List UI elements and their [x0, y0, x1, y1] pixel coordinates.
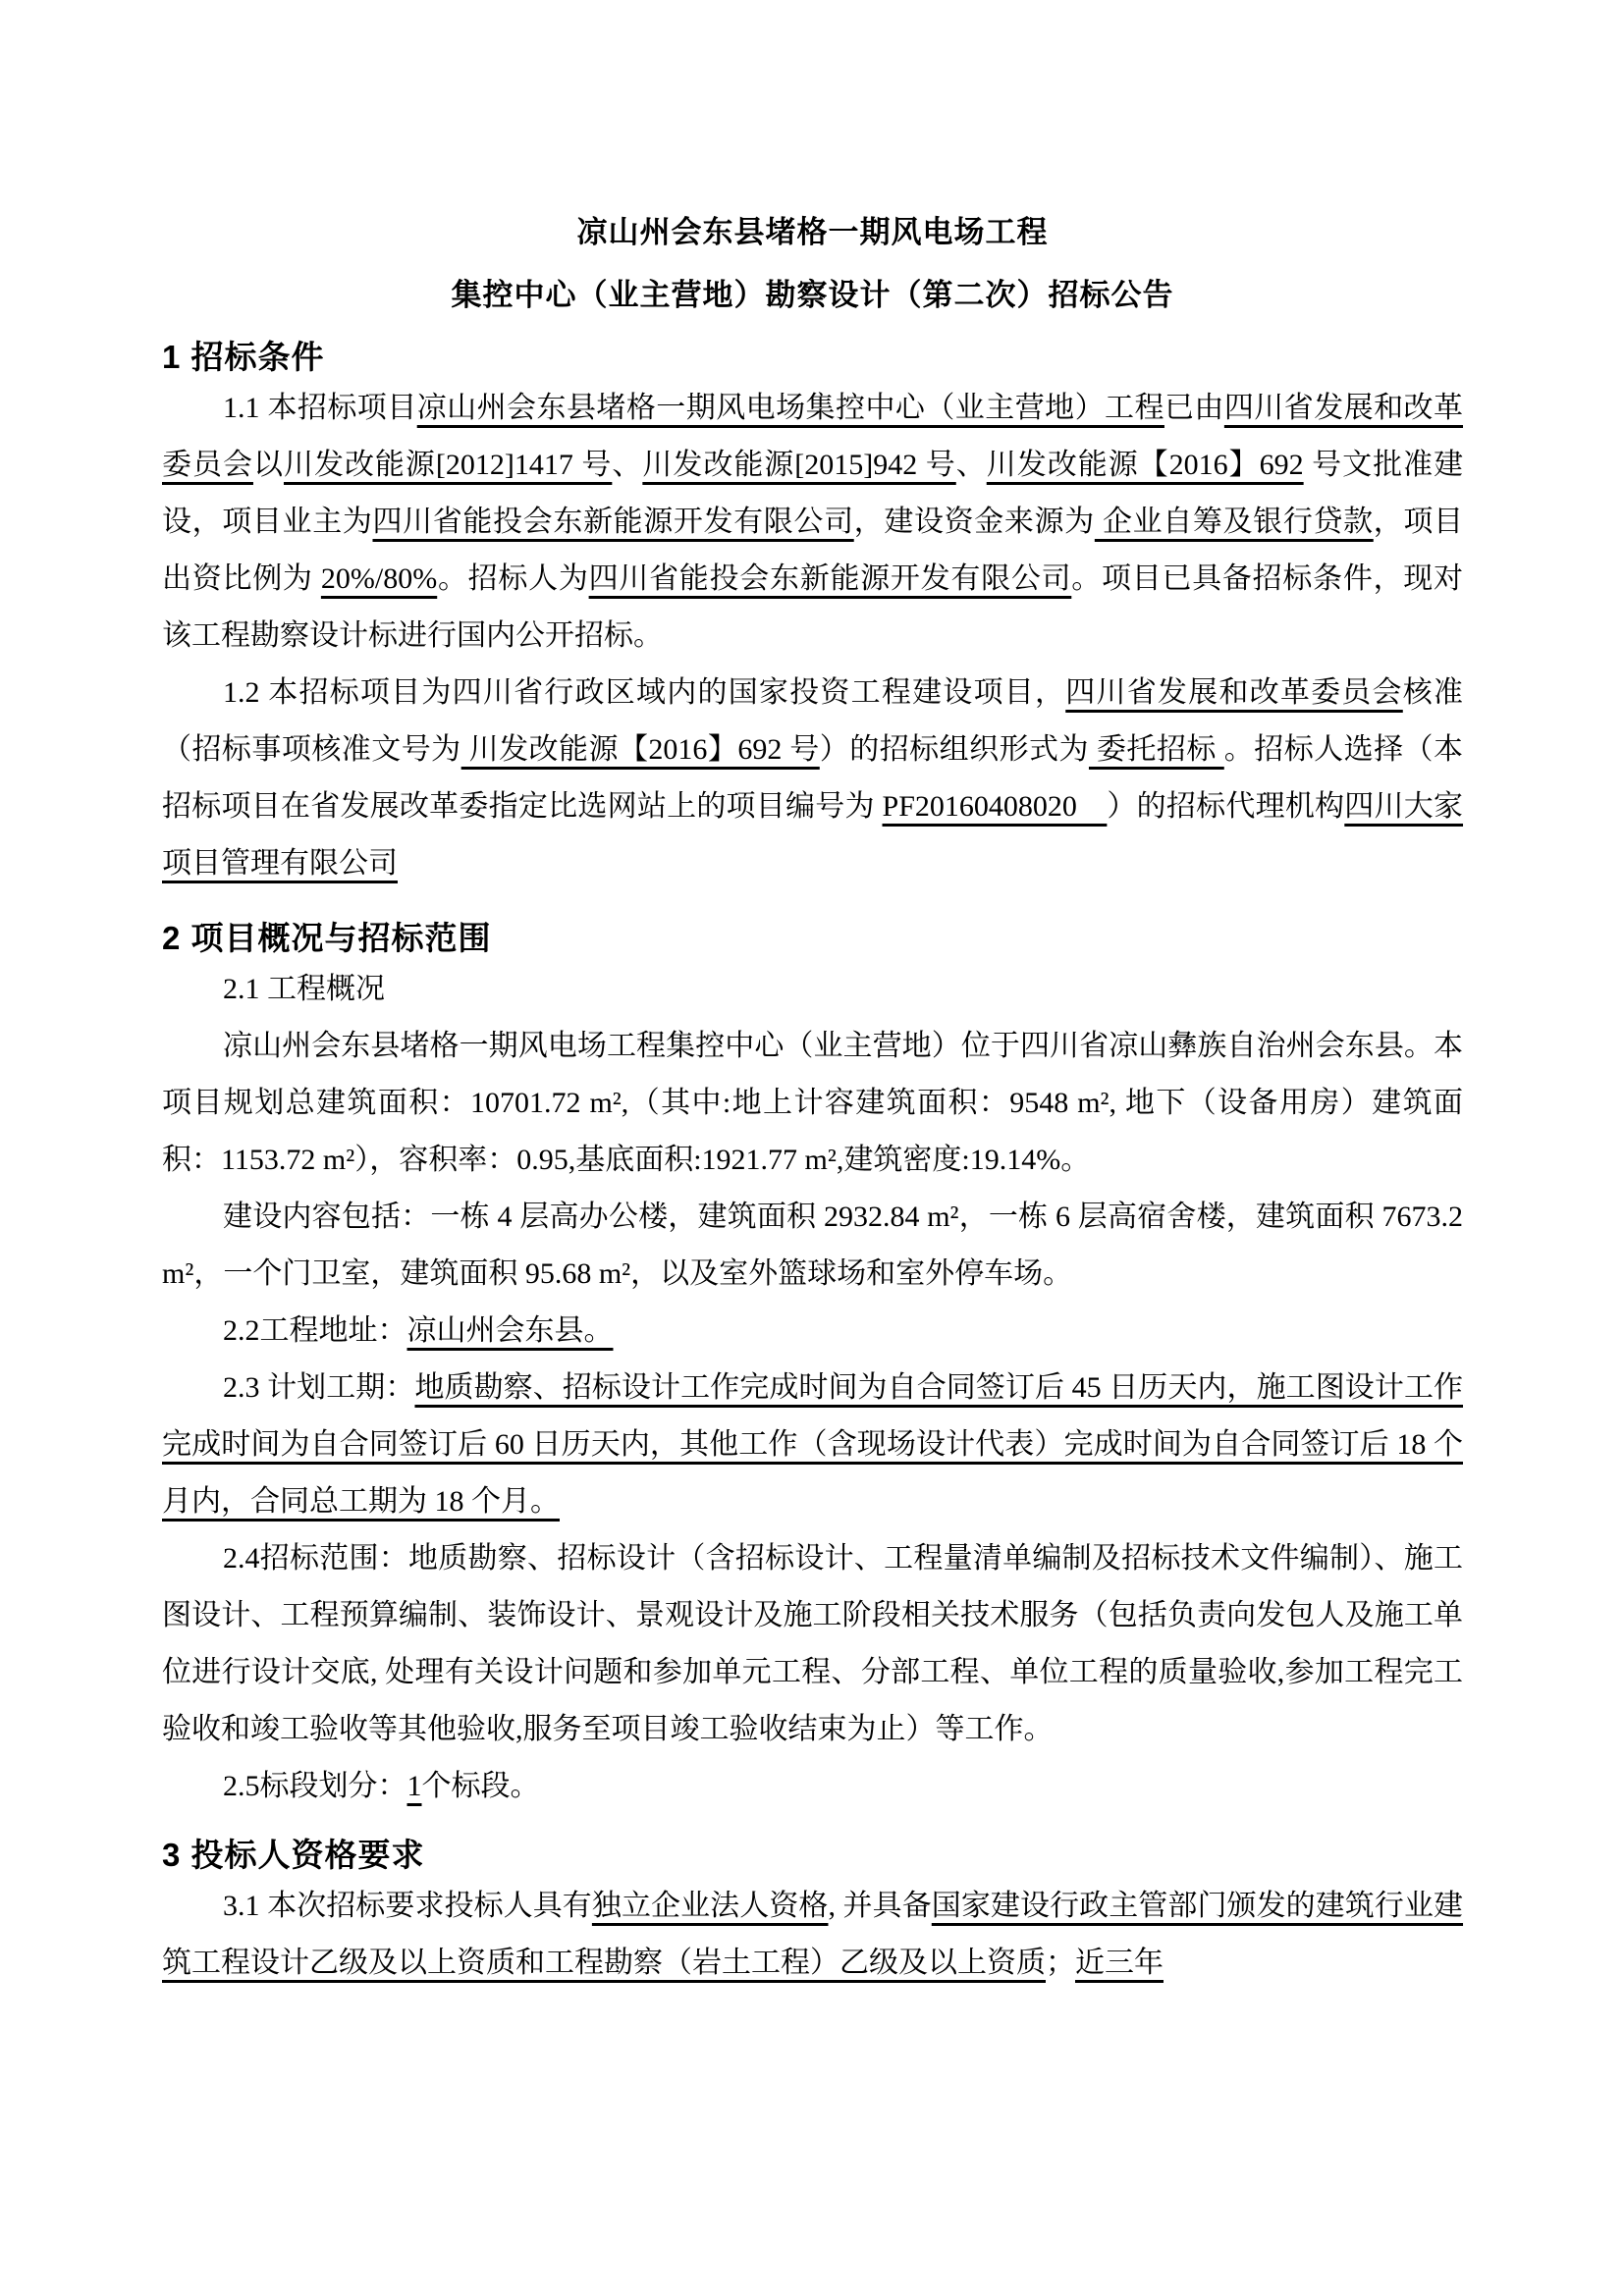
underlined-text-run: 四川省能投会东新能源开发有限公司 — [588, 562, 1072, 595]
paragraph-2-3-schedule — [162, 1360, 1463, 1530]
text-run: 。招标人为 — [437, 562, 589, 595]
text-run: 2.1 工程概况 — [223, 973, 385, 1005]
paragraph-2-1-overview-a — [162, 1018, 1463, 1189]
paragraph-2-5-lots — [162, 1758, 1463, 1815]
subsection-2-1-heading — [162, 961, 1463, 1018]
underlined-text-run: 川发改能源【2016】692 — [986, 449, 1304, 481]
underlined-text-run: 川发改能源[2015]942 号 — [642, 449, 956, 481]
underlined-text-run: 1 — [406, 1770, 422, 1802]
text-run: ）的招标组织形式为 — [819, 733, 1089, 766]
paragraph-1-1 — [162, 380, 1463, 665]
text-run: 、 — [955, 449, 987, 481]
underlined-text-run: 独立企业法人资格 — [591, 1890, 829, 1922]
underlined-text-run: 20%/80% — [320, 562, 438, 595]
text-run: 3.1 本次招标要求投标人具有 — [223, 1890, 592, 1922]
text-run: ）的招标代理机构 — [1107, 790, 1345, 823]
text-run: 2.4招标范围：地质勘察、招标设计（含招标设计、工程量清单编制及招标技术文件编制）、施工图设计、工程预算编制、装饰设计、景观设计及施工阶段相关技术服务（包括负责向发包人及施工单位进行设计交底, 处理有关设计问题和参加单元工程、分部工程、单位工程的质量验收,参加工程完工验收和竣工验收等其他验收,服务至项目竣工验收结束为止）等工作。 — [162, 1542, 1463, 1745]
paragraph-3-1-qualification — [162, 1878, 1463, 1992]
underlined-text-run: 川发改能源【2016】692 号 — [460, 733, 820, 766]
underlined-text-run: 四川省发展和改革委员会 — [1065, 676, 1403, 709]
text-run: ； — [1046, 1947, 1075, 1979]
document-title-line-2: 集控中心（业主营地）勘察设计（第二次）招标公告 — [451, 278, 1174, 312]
section-1-heading: 1 招标条件 — [162, 339, 325, 375]
text-run: 。项目已具备招标条件，现对该工程勘察设计标进行国内公开招标。 — [162, 562, 1464, 652]
underlined-text-run: 凉山州会东县堵格一期风电场集控中心（业主营地）工程 — [416, 392, 1164, 424]
underlined-text-run: PF20160408020 — [882, 790, 1108, 823]
text-run: 个标段。 — [421, 1770, 540, 1802]
text-run: 核准（招标事项核准文号为 — [162, 676, 1464, 766]
underlined-text-run: 委托招标 — [1088, 733, 1224, 766]
text-run: 1.2 本招标项目为四川省行政区域内的国家投资工程建设项目， — [223, 676, 1066, 709]
text-run: ，建设资金来源为 — [853, 506, 1095, 538]
underlined-text-run: 国家建设行政主管部门颁发的建筑行业建筑工程设计乙级及以上资质和工程勘察（岩土工程）乙级及以上资质 — [162, 1890, 1464, 1979]
underlined-text-run: 四川省发展和改革委员会 — [162, 392, 1464, 481]
text-run: 、 — [612, 449, 643, 481]
text-run: 2.2工程地址： — [223, 1314, 407, 1347]
text-run: 建设内容包括：一栋 4 层高办公楼，建筑面积 2932.84 m²，一栋 6 层高宿舍楼，建筑面积 7673.2 m²，一个门卫室，建筑面积 95.68 m²，以及室外篮球场和室外停车场。 — [162, 1201, 1463, 1290]
text-run: 号文批准建设，项目业主为 — [162, 449, 1464, 538]
text-run: , 并具备 — [828, 1890, 932, 1922]
section-3-heading: 3 投标人资格要求 — [162, 1837, 425, 1873]
underlined-text-run: 企业自筹及银行贷款 — [1094, 506, 1374, 538]
underlined-text-run: 川发改能源[2012]1417 号 — [283, 449, 613, 481]
section-2-heading: 2 项目概况与招标范围 — [162, 920, 492, 956]
text-run: ，项目出资比例为 — [162, 506, 1464, 595]
text-run: 已由 — [1164, 392, 1224, 424]
text-run: 。招标人选择（本招标项目在省发展改革委指定比选网站上的项目编号为 — [162, 733, 1464, 823]
paragraph-2-4-scope — [162, 1530, 1463, 1758]
text-run: 以 — [252, 449, 284, 481]
underlined-text-run: 凉山州会东县。 — [406, 1314, 614, 1347]
paragraph-1-2 — [162, 665, 1463, 892]
paragraph-2-1-overview-b — [162, 1189, 1463, 1303]
text-run: 1.1 本招标项目 — [223, 392, 417, 424]
text-run: 2.5标段划分： — [223, 1770, 407, 1802]
underlined-text-run: 近三年 — [1075, 1947, 1164, 1979]
text-run: 2.3 计划工期： — [223, 1371, 415, 1404]
underlined-text-run: 地质勘察、招标设计工作完成时间为自合同签订后 45 日历天内，施工图设计工作完成时间为自合同签订后 60 日历天内，其他工作（含现场设计代表）完成时间为自合同签订后 18 个月内，合同总工期为 18 个月。 — [162, 1371, 1464, 1518]
underlined-text-run: 四川大家项目管理有限公司 — [162, 790, 1464, 880]
document-title-line-1: 凉山州会东县堵格一期风电场工程 — [576, 215, 1049, 249]
paragraph-2-2-address — [162, 1303, 1463, 1360]
text-run: 凉山州会东县堵格一期风电场工程集控中心（业主营地）位于四川省凉山彝族自治州会东县。本项目规划总建筑面积：10701.72 m²,（其中:地上计容建筑面积：9548 m², 地下（设备用房）建筑面积：1153.72 m²），容积率：0.95,基底面积:1921.77 m²,建筑密度:19.14%。 — [162, 1030, 1463, 1176]
underlined-text-run: 四川省能投会东新能源开发有限公司 — [372, 506, 854, 538]
